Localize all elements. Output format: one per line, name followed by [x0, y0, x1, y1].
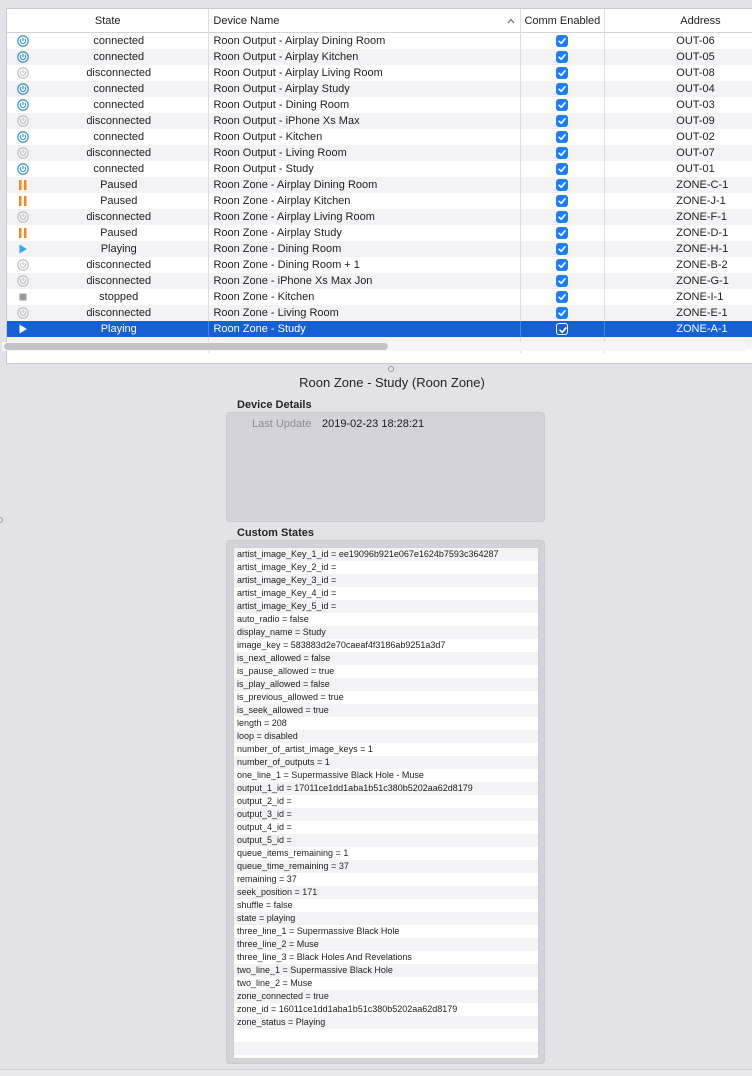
pause-icon — [17, 195, 29, 207]
cell-address: OUT-08 — [605, 65, 752, 81]
custom-state-row[interactable]: output_1_id = 17011ce1dd1aba1b51c380b5202aa62d8179 — [234, 782, 538, 795]
cell-device-name: Roon Zone - Dining Room — [209, 241, 520, 257]
table-row[interactable] — [7, 161, 752, 177]
custom-state-row[interactable]: three_line_1 = Supermassive Black Hole — [234, 925, 538, 938]
cell-state — [7, 65, 209, 81]
custom-state-row[interactable]: three_line_3 = Black Holes And Revelations — [234, 951, 538, 964]
power-off-icon — [17, 259, 29, 271]
cell-address: ZONE-J-1 — [605, 193, 752, 209]
power-on-icon — [17, 163, 29, 175]
comm-enabled-checkbox[interactable] — [556, 291, 568, 303]
cell-address: OUT-09 — [605, 113, 752, 129]
comm-enabled-checkbox[interactable] — [556, 115, 568, 127]
cell-address: ZONE-B-2 — [605, 257, 752, 273]
last-update-label: Last Update — [252, 418, 312, 430]
custom-state-row[interactable]: number_of_artist_image_keys = 1 — [234, 743, 538, 756]
cell-state-text: connected — [93, 99, 145, 111]
cell-address: ZONE-H-1 — [605, 241, 752, 257]
custom-state-row[interactable]: zone_connected = true — [234, 990, 538, 1003]
table-row[interactable] — [7, 241, 752, 257]
cell-comm-enabled — [521, 81, 606, 97]
device-details-box — [226, 412, 545, 522]
table-header — [7, 9, 752, 33]
comm-enabled-checkbox[interactable] — [556, 227, 568, 239]
comm-enabled-checkbox[interactable] — [556, 83, 568, 95]
comm-enabled-checkbox[interactable] — [556, 259, 568, 271]
cell-state-text: connected — [93, 163, 145, 175]
table-row[interactable] — [7, 209, 752, 225]
cell-state-text: disconnected — [86, 147, 152, 159]
cell-state — [7, 289, 209, 305]
cell-comm-enabled — [521, 273, 606, 289]
cell-state-text: disconnected — [86, 67, 152, 79]
custom-state-row[interactable]: auto_radio = false — [234, 613, 538, 626]
cell-address: ZONE-I-1 — [605, 289, 752, 305]
power-on-icon — [17, 83, 29, 95]
last-update-value: 2019-02-23 18:28:21 — [322, 418, 425, 430]
column-header-comm-enabled[interactable]: Comm Enabled — [521, 9, 606, 33]
comm-enabled-checkbox[interactable] — [556, 35, 568, 47]
cell-device-name: Roon Zone - Airplay Living Room — [209, 209, 520, 225]
comm-enabled-checkbox[interactable] — [556, 163, 568, 175]
custom-states-box — [226, 540, 545, 1064]
cell-device-name: Roon Zone - Study — [209, 321, 520, 337]
cell-state-text: disconnected — [86, 115, 152, 127]
device-details-heading: Device Details — [237, 399, 312, 411]
custom-states-list[interactable] — [233, 547, 539, 1059]
empty-row — [234, 1029, 538, 1042]
cell-device-name: Roon Output - Study — [209, 161, 520, 177]
sort-ascending-icon — [505, 9, 517, 33]
custom-states-heading: Custom States — [237, 527, 315, 539]
custom-state-row[interactable]: is_previous_allowed = true — [234, 691, 538, 704]
custom-state-row[interactable]: queue_time_remaining = 37 — [234, 860, 538, 873]
pause-icon — [17, 227, 29, 239]
cell-state-text: Paused — [100, 179, 138, 191]
cell-address: ZONE-D-1 — [605, 225, 752, 241]
custom-state-row[interactable]: seek_position = 171 — [234, 886, 538, 899]
cell-comm-enabled — [521, 177, 606, 193]
play-icon — [17, 323, 29, 335]
cell-address: OUT-05 — [605, 49, 752, 65]
comm-enabled-checkbox[interactable] — [556, 275, 568, 287]
cell-state — [7, 209, 209, 225]
cell-address: OUT-04 — [605, 81, 752, 97]
power-on-icon — [17, 51, 29, 63]
custom-state-row[interactable]: loop = disabled — [234, 730, 538, 743]
cell-state — [7, 97, 209, 113]
cell-device-name: Roon Output - Airplay Dining Room — [209, 33, 520, 49]
cell-comm-enabled — [521, 97, 606, 113]
cell-device-name: Roon Output - Kitchen — [209, 129, 520, 145]
cell-state — [7, 177, 209, 193]
horizontal-scrollbar[interactable] — [2, 342, 746, 351]
cell-device-name: Roon Output - Living Room — [209, 145, 520, 161]
cell-comm-enabled — [521, 161, 606, 177]
power-off-icon — [17, 67, 29, 79]
custom-state-row[interactable]: two_line_2 = Muse — [234, 977, 538, 990]
cell-state — [7, 321, 209, 337]
cell-address: OUT-06 — [605, 33, 752, 49]
cell-comm-enabled — [521, 193, 606, 209]
custom-state-row[interactable]: output_5_id = — [234, 834, 538, 847]
comm-enabled-checkbox[interactable] — [556, 179, 568, 191]
cell-comm-enabled — [521, 257, 606, 273]
custom-state-row[interactable]: output_3_id = — [234, 808, 538, 821]
comm-enabled-checkbox[interactable] — [556, 131, 568, 143]
cell-state-text: Playing — [100, 243, 137, 255]
cell-state-text: Paused — [100, 227, 138, 239]
cell-state-text: connected — [93, 35, 145, 47]
cell-state-text: connected — [93, 51, 145, 63]
cell-device-name: Roon Zone - Dining Room + 1 — [209, 257, 520, 273]
cell-state-text: disconnected — [86, 307, 152, 319]
custom-state-row[interactable]: display_name = Study — [234, 626, 538, 639]
cell-state-text: Paused — [100, 195, 138, 207]
cell-device-name: Roon Zone - Airplay Kitchen — [209, 193, 520, 209]
custom-state-row[interactable]: two_line_1 = Supermassive Black Hole — [234, 964, 538, 977]
cell-state-text: disconnected — [86, 275, 152, 287]
cell-address: ZONE-E-1 — [605, 305, 752, 321]
cell-state-text: stopped — [99, 291, 139, 303]
comm-enabled-checkbox[interactable] — [556, 323, 568, 335]
custom-state-row[interactable]: length = 208 — [234, 717, 538, 730]
comm-enabled-checkbox[interactable] — [556, 307, 568, 319]
cell-comm-enabled — [521, 321, 606, 337]
table-row[interactable] — [7, 225, 752, 241]
stop-icon — [17, 291, 29, 303]
split-view-handle[interactable] — [388, 366, 394, 372]
custom-state-row[interactable]: is_next_allowed = false — [234, 652, 538, 665]
power-off-icon — [17, 147, 29, 159]
table-row[interactable] — [7, 257, 752, 273]
column-header-device-name-label: Device Name — [213, 15, 280, 27]
comm-enabled-checkbox[interactable] — [556, 195, 568, 207]
cell-comm-enabled — [521, 33, 606, 49]
cell-device-name: Roon Zone - iPhone Xs Max Jon — [209, 273, 520, 289]
table-row[interactable] — [7, 177, 752, 193]
table-row[interactable] — [7, 113, 752, 129]
cell-state — [7, 241, 209, 257]
cell-comm-enabled — [521, 209, 606, 225]
table-row[interactable] — [7, 65, 752, 81]
custom-state-row[interactable]: artist_image_Key_5_id = — [234, 600, 538, 613]
custom-state-row[interactable]: remaining = 37 — [234, 873, 538, 886]
table-body — [7, 33, 752, 337]
column-header-state[interactable]: State — [7, 9, 209, 33]
cell-address: ZONE-F-1 — [605, 209, 752, 225]
custom-state-row[interactable]: output_2_id = — [234, 795, 538, 808]
table-row[interactable] — [7, 289, 752, 305]
device-table — [6, 8, 752, 364]
bottom-bar — [0, 1069, 752, 1076]
cell-address: ZONE-C-1 — [605, 177, 752, 193]
cell-comm-enabled — [521, 65, 606, 81]
cell-device-name: Roon Zone - Airplay Study — [209, 225, 520, 241]
comm-enabled-checkbox[interactable] — [556, 51, 568, 63]
cell-state — [7, 161, 209, 177]
custom-state-row[interactable]: state = playing — [234, 912, 538, 925]
cell-device-name: Roon Output - Airplay Study — [209, 81, 520, 97]
cell-comm-enabled — [521, 241, 606, 257]
custom-state-row[interactable]: artist_image_Key_1_id = ee19096b921e067e1624b7593c364287 — [234, 548, 538, 561]
split-view-handle-left[interactable] — [0, 517, 3, 523]
cell-device-name: Roon Output - Airplay Kitchen — [209, 49, 520, 65]
custom-state-row[interactable]: is_seek_allowed = true — [234, 704, 538, 717]
cell-address: ZONE-G-1 — [605, 273, 752, 289]
custom-state-row[interactable]: artist_image_Key_2_id = — [234, 561, 538, 574]
cell-comm-enabled — [521, 289, 606, 305]
custom-state-row[interactable]: zone_status = Playing — [234, 1016, 538, 1029]
custom-state-row[interactable]: three_line_2 = Muse — [234, 938, 538, 951]
cell-state-text: connected — [93, 83, 145, 95]
custom-state-row[interactable]: is_pause_allowed = true — [234, 665, 538, 678]
cell-state — [7, 145, 209, 161]
cell-state — [7, 257, 209, 273]
table-row[interactable] — [7, 145, 752, 161]
cell-state-text: connected — [93, 131, 145, 143]
cell-state — [7, 193, 209, 209]
column-header-address[interactable]: Address — [680, 15, 721, 27]
cell-state-text: disconnected — [86, 211, 152, 223]
custom-state-row[interactable]: output_4_id = — [234, 821, 538, 834]
cell-comm-enabled — [521, 305, 606, 321]
cell-state — [7, 113, 209, 129]
detail-title: Roon Zone - Study (Roon Zone) — [299, 375, 485, 390]
power-on-icon — [17, 131, 29, 143]
table-row[interactable] — [7, 321, 752, 337]
comm-enabled-checkbox[interactable] — [556, 243, 568, 255]
table-row[interactable] — [7, 81, 752, 97]
scrollbar-thumb[interactable] — [4, 343, 388, 350]
cell-state — [7, 129, 209, 145]
custom-state-row[interactable]: artist_image_Key_3_id = — [234, 574, 538, 587]
play-icon — [17, 243, 29, 255]
power-off-icon — [17, 211, 29, 223]
cell-device-name: Roon Zone - Airplay Dining Room — [209, 177, 520, 193]
cell-address: ZONE-A-1 — [605, 321, 752, 337]
table-row[interactable] — [7, 305, 752, 321]
cell-state — [7, 33, 209, 49]
cell-comm-enabled — [521, 225, 606, 241]
table-row[interactable] — [7, 129, 752, 145]
custom-state-row[interactable]: image_key = 583883d2e70caeaf4f3186ab9251a3d7 — [234, 639, 538, 652]
comm-enabled-checkbox[interactable] — [556, 67, 568, 79]
cell-comm-enabled — [521, 145, 606, 161]
cell-address: OUT-03 — [605, 97, 752, 113]
custom-state-row[interactable]: number_of_outputs = 1 — [234, 756, 538, 769]
cell-device-name: Roon Zone - Kitchen — [209, 289, 520, 305]
table-row[interactable] — [7, 273, 752, 289]
power-on-icon — [17, 35, 29, 47]
table-row[interactable] — [7, 33, 752, 49]
comm-enabled-checkbox[interactable] — [556, 211, 568, 223]
cell-state — [7, 49, 209, 65]
empty-row — [234, 1042, 538, 1055]
cell-state-text: disconnected — [86, 259, 152, 271]
column-header-device-name[interactable] — [209, 9, 520, 33]
table-row[interactable] — [7, 193, 752, 209]
cell-device-name: Roon Output - iPhone Xs Max — [209, 113, 520, 129]
cell-state — [7, 81, 209, 97]
cell-comm-enabled — [521, 129, 606, 145]
cell-state — [7, 225, 209, 241]
power-off-icon — [17, 275, 29, 287]
cell-device-name: Roon Output - Airplay Living Room — [209, 65, 520, 81]
cell-address: OUT-07 — [605, 145, 752, 161]
cell-state — [7, 305, 209, 321]
power-off-icon — [17, 307, 29, 319]
cell-state-text: Playing — [100, 323, 137, 335]
power-off-icon — [17, 115, 29, 127]
pause-icon — [17, 179, 29, 191]
custom-state-row[interactable]: zone_id = 16011ce1dd1aba1b51c380b5202aa62d8179 — [234, 1003, 538, 1016]
cell-state — [7, 273, 209, 289]
cell-comm-enabled — [521, 49, 606, 65]
table-row[interactable] — [7, 97, 752, 113]
cell-device-name: Roon Output - Dining Room — [209, 97, 520, 113]
cell-comm-enabled — [521, 113, 606, 129]
cell-address: OUT-01 — [605, 161, 752, 177]
comm-enabled-checkbox[interactable] — [556, 99, 568, 111]
comm-enabled-checkbox[interactable] — [556, 147, 568, 159]
custom-state-row[interactable]: queue_items_remaining = 1 — [234, 847, 538, 860]
table-row[interactable] — [7, 49, 752, 65]
custom-state-row[interactable]: one_line_1 = Supermassive Black Hole - Muse — [234, 769, 538, 782]
custom-state-row[interactable]: artist_image_Key_4_id = — [234, 587, 538, 600]
cell-address: OUT-02 — [605, 129, 752, 145]
cell-device-name: Roon Zone - Living Room — [209, 305, 520, 321]
power-on-icon — [17, 99, 29, 111]
custom-state-row[interactable]: is_play_allowed = false — [234, 678, 538, 691]
custom-state-row[interactable]: shuffle = false — [234, 899, 538, 912]
